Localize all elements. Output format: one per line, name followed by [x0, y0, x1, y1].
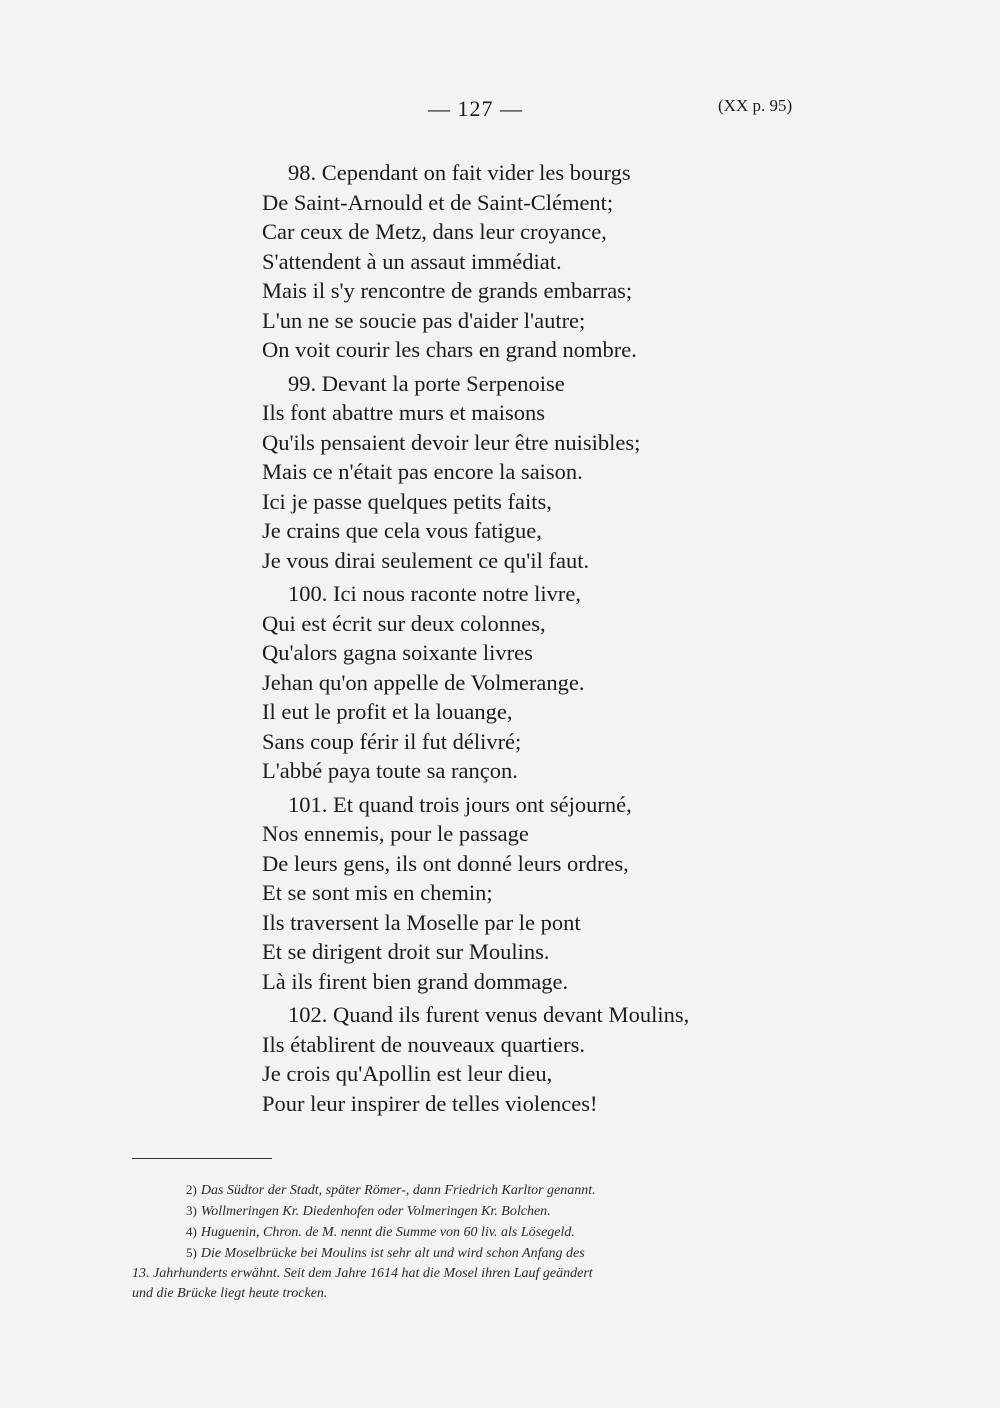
footnote-number: 3) — [186, 1203, 197, 1218]
verse-line: Ici je passe quelques petits faits, — [262, 488, 552, 514]
page-number: — 127 — — [428, 96, 523, 121]
verse-line: Je crois qu'Apollin est leur dieu, — [262, 1061, 553, 1086]
footnote-divider — [132, 1158, 272, 1159]
verse-line: S'attendent à un assaut immédiat. — [262, 248, 562, 274]
footnote-text: Das Südtor der Stadt, später Römer-, dann Friedrich Karltor genannt. — [200, 1183, 596, 1198]
verse-line: Jehan qu'on appelle de Volmerange. — [262, 669, 585, 695]
verse-line: L'abbé paya toute sa rançon. — [262, 758, 518, 783]
stanza — [262, 579, 762, 786]
verse-line: Ils font abattre murs et maisons — [262, 400, 546, 425]
verse-line: De leurs gens, ils ont donné leurs ordres, — [262, 850, 629, 876]
footnote-line — [132, 1222, 852, 1243]
verse-line: Sans coup férir il fut délivré; — [262, 728, 522, 754]
verse-line: Je vous dirai seulement ce qu'il faut. — [262, 547, 590, 573]
footnote-text: Die Moselbrücke bei Moulins ist sehr alt und wird schon Anfang des — [200, 1246, 585, 1261]
verse-line: Pour leur inspirer de telles violences! — [262, 1090, 598, 1116]
footnote-text: Huguenin, Chron. de M. nennt die Summe von 60 liv. als Lösegeld. — [200, 1225, 575, 1240]
footnote-number: 4) — [186, 1224, 197, 1239]
footnote-line — [132, 1201, 852, 1222]
verse-line: On voit courir les chars en grand nombre. — [262, 337, 637, 362]
verse-line: Et se dirigent droit sur Moulins. — [262, 939, 550, 964]
footnote-number: 2) — [186, 1182, 197, 1197]
verse-line: Car ceux de Metz, dans leur croyance, — [262, 219, 607, 244]
verse-line: De Saint-Arnould et de Saint-Clément; — [262, 189, 614, 215]
verse-line: Mais il s'y rencontre de grands embarras; — [262, 278, 633, 303]
verse-line: Je crains que cela vous fatigue, — [262, 518, 542, 543]
footnote-text: 13. Jahrhunderts erwähnt. Seit dem Jahre 1614 hat die Mosel ihren Lauf geändert — [132, 1266, 593, 1281]
footnote-text: Wollmeringen Kr. Diedenhofen oder Volmeringen Kr. Bolchen. — [200, 1204, 551, 1219]
verse-line: L'un ne se soucie pas d'aider l'autre; — [262, 307, 586, 333]
verse-line: Et se sont mis en chemin; — [262, 880, 493, 905]
page-reference: (XX p. 95) — [718, 96, 793, 115]
stanza — [262, 790, 762, 997]
verse-line: Mais ce n'était pas encore la saison. — [262, 459, 583, 484]
page-header — [0, 96, 1000, 126]
footnotes — [132, 1180, 852, 1304]
stanza — [262, 1000, 762, 1118]
footnote-line — [132, 1264, 852, 1284]
stanza — [262, 158, 762, 365]
verse-line: Ils établirent de nouveaux quartiers. — [262, 1031, 586, 1057]
footnote-line — [132, 1243, 852, 1264]
verse-line: 102. Quand ils furent venus devant Moulins, — [288, 1002, 690, 1027]
footnote-line — [132, 1284, 852, 1304]
footnote-text: und die Brücke liegt heute trocken. — [132, 1286, 328, 1301]
verse-line: Qu'ils pensaient devoir leur être nuisibles; — [262, 429, 641, 455]
verse-line: 101. Et quand trois jours ont séjourné, — [288, 791, 632, 817]
verse-line: Qu'alors gagna soixante livres — [262, 640, 533, 665]
verse-line: Là ils firent bien grand dommage. — [262, 968, 569, 994]
poem-body — [262, 158, 762, 1122]
verse-line: 99. Devant la porte Serpenoise — [288, 370, 565, 396]
verse-line: 98. Cependant on fait vider les bourgs — [288, 160, 631, 185]
footnote-line — [132, 1180, 852, 1201]
footnote-number: 5) — [186, 1245, 197, 1260]
stanza — [262, 369, 762, 576]
verse-line: Qui est écrit sur deux colonnes, — [262, 610, 546, 636]
verse-line: Nos ennemis, pour le passage — [262, 821, 529, 846]
verse-line: 100. Ici nous raconte notre livre, — [288, 581, 582, 606]
verse-line: Il eut le profit et la louange, — [262, 699, 513, 724]
verse-line: Ils traversent la Moselle par le pont — [262, 909, 581, 935]
